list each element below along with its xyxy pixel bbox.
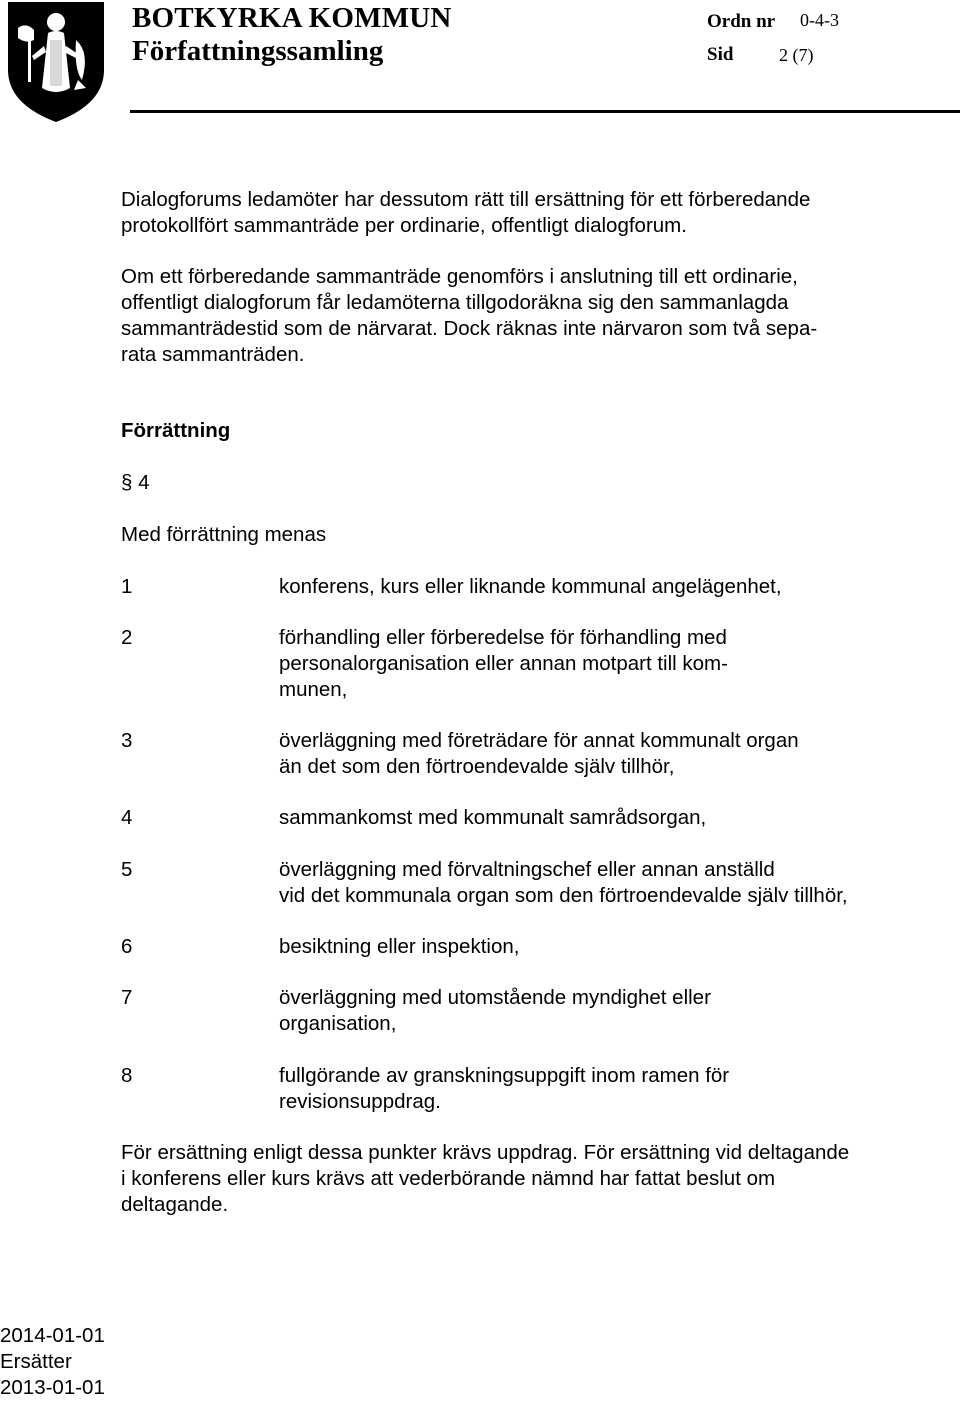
- closing-paragraph: För ersättning enligt dessa punkter krävs uppdrag. För ersättning vid deltagande i konferens eller kurs krävs att vederbörande nämnd har fattat beslut om deltagande.: [121, 1141, 850, 1216]
- item-number: 5: [121, 858, 133, 881]
- list-item: besiktning eller inspektion,: [279, 935, 520, 958]
- list-item: överläggning med företrädare för annat kommunalt organ än det som den förtroendevalde själv tillhör,: [279, 729, 799, 778]
- intro-paragraph-1: Dialogforums ledamöter har dessutom rätt till ersättning för ett förberedande protokollfört sammanträde per ordinarie, offentligt dialogforum.: [121, 188, 811, 237]
- collection-title: Författningssamling: [132, 35, 384, 67]
- item-number: 7: [121, 986, 133, 1009]
- item-number: 8: [121, 1064, 133, 1087]
- item-number: 2: [121, 626, 133, 649]
- coat-of-arms-icon: [4, 0, 108, 124]
- section-heading: Förrättning: [121, 419, 231, 442]
- item-number: 3: [121, 729, 133, 752]
- list-item: överläggning med förvaltningschef eller annan anställd vid det kommunala organ som den förtroendevalde själv tillhör,: [279, 858, 848, 907]
- page-number: 2 (7): [779, 45, 814, 65]
- footer-replaces-label: Ersätter: [0, 1350, 72, 1373]
- header-divider: [130, 110, 960, 113]
- sid-label: Sid: [707, 44, 734, 65]
- ordn-value: 0-4-3: [800, 10, 839, 30]
- list-item: sammankomst med kommunalt samrådsorgan,: [279, 806, 707, 829]
- list-item: fullgörande av granskningsuppgift inom ramen för revisionsuppdrag.: [279, 1064, 730, 1113]
- paragraph-reference: § 4: [121, 471, 150, 494]
- item-number: 4: [121, 806, 133, 829]
- item-number: 6: [121, 935, 133, 958]
- ordn-label: Ordn nr: [707, 11, 776, 32]
- footer-date: 2014-01-01: [0, 1324, 105, 1347]
- item-number: 1: [121, 575, 133, 598]
- section-lead: Med förrättning menas: [121, 523, 327, 546]
- footer-replaces-date: 2013-01-01: [0, 1376, 105, 1399]
- list-item: överläggning med utomstående myndighet eller organisation,: [279, 986, 711, 1035]
- list-item: konferens, kurs eller liknande kommunal angelägenhet,: [279, 575, 782, 598]
- list-item: förhandling eller förberedelse för förhandling med personalorganisation eller annan motpart till kom- munen,: [279, 626, 728, 701]
- org-name: BOTKYRKA KOMMUN: [132, 2, 452, 34]
- footer: [0, 1323, 105, 1401]
- intro-paragraph-2: Om ett förberedande sammanträde genomförs i anslutning till ett ordinarie, offentligt dialogforum får ledamöterna tillgodoräkna sig den sammanlagda sammanträdestid som de närvarat. Dock räknas inte närvaron som två sepa- rata sammanträden.: [121, 265, 818, 366]
